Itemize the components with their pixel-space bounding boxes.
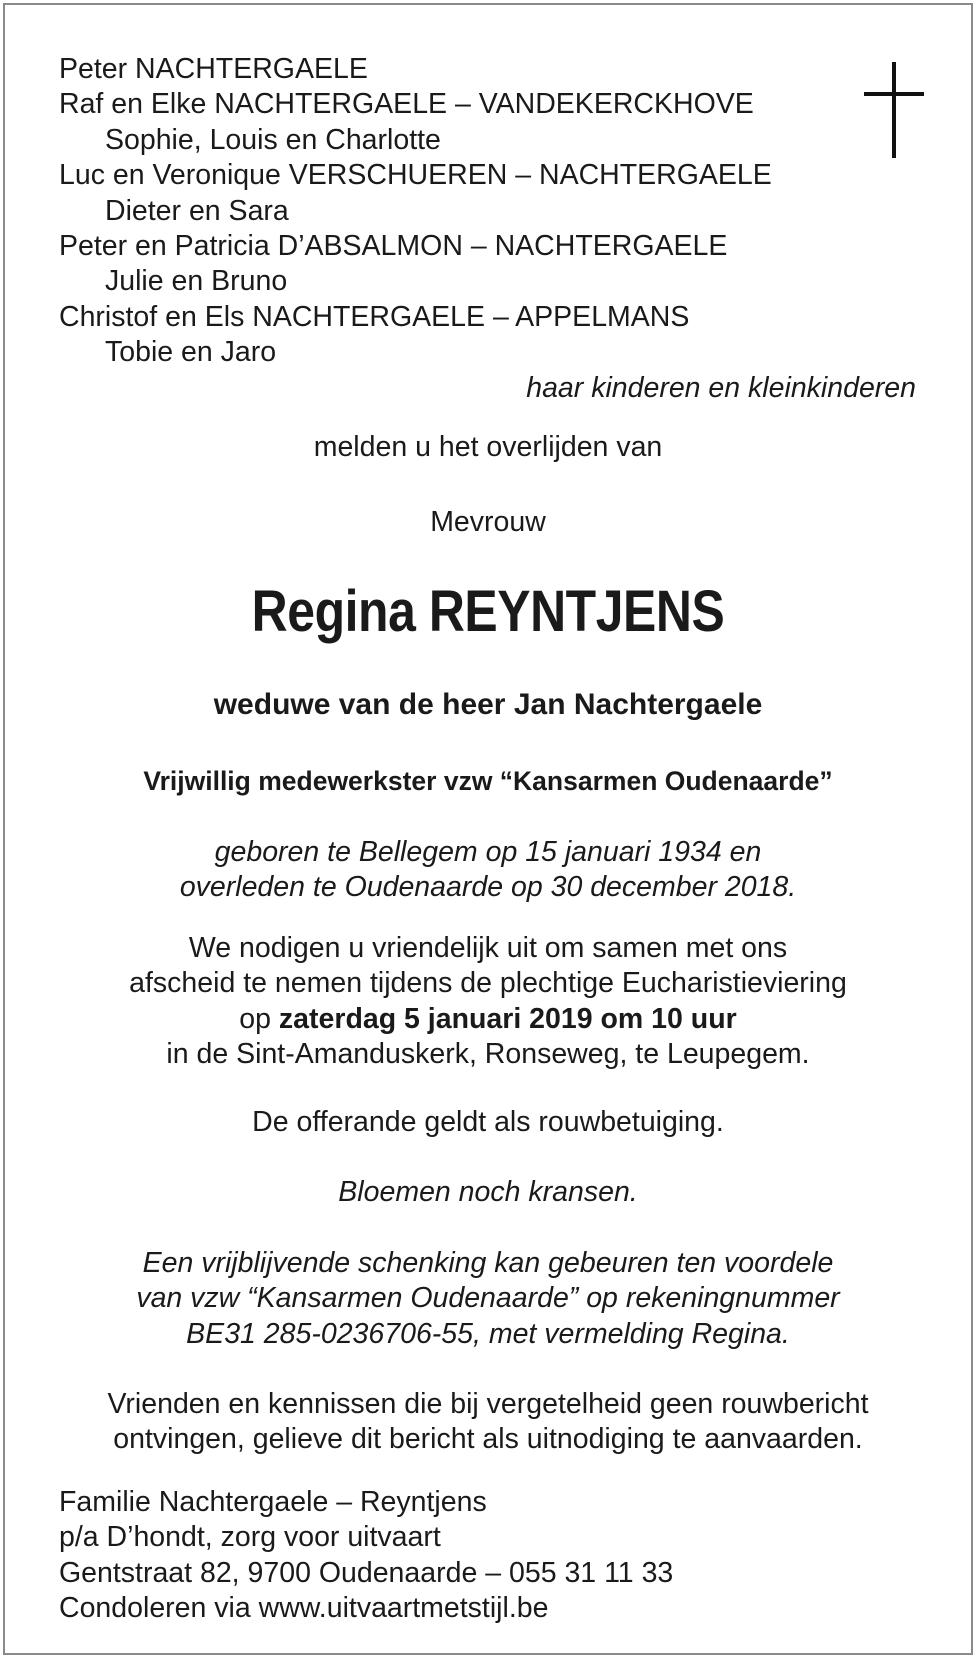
widow-line: weduwe van de heer Jan Nachtergaele (213, 688, 763, 721)
honorific: Mevrouw (430, 506, 546, 538)
contact-family: Familie Nachtergaele – Reyntjens (59, 1486, 487, 1518)
family-member: Christof en Els NACHTERGAELE – APPELMANS (59, 300, 690, 333)
family-member: Peter NACHTERGAELE (59, 53, 368, 85)
family-grandchildren: Julie en Bruno (105, 265, 288, 298)
family-signoff: haar kinderen en kleinkinderen (526, 371, 916, 404)
donation-line-1: Een vrijblijvende schenking kan gebeuren ten voordele (142, 1247, 834, 1279)
family-grandchildren: Dieter en Sara (105, 194, 289, 227)
flowers-text: Bloemen noch kransen. (338, 1176, 638, 1208)
intro-text: melden u het overlijden van (313, 431, 663, 463)
birth-death-dates (0, 835, 976, 906)
family-member: Luc en Veronique VERSCHUEREN – NACHTERGAELE (59, 159, 772, 192)
death-line: overleden te Oudenaarde op 30 december 2018. (179, 871, 797, 904)
contact-address: Gentstraat 82, 9700 Oudenaarde – 055 31 11 33 (59, 1556, 674, 1589)
donation-line-2: van vzw “Kansarmen Oudenaarde” op rekeningnummer (136, 1282, 840, 1315)
family-list (59, 52, 919, 406)
friends-line-2: ontvingen, gelieve dit bericht als uitnodiging te aanvaarden. (113, 1423, 863, 1456)
contact-undertaker: p/a D’hondt, zorg voor uitvaart (59, 1521, 441, 1554)
birth-line: geboren te Bellegem op 15 januari 1934 en (214, 836, 762, 868)
donation-text (0, 1246, 976, 1352)
deceased-name: Regina REYNTJENS (251, 579, 725, 644)
family-grandchildren: Tobie en Jaro (105, 336, 277, 369)
offering-text: De offerande geldt als rouwbetuiging. (252, 1106, 724, 1138)
service-line-3 (0, 1002, 976, 1037)
contact-website: Condoleren via www.uitvaartmetstijl.be (59, 1592, 549, 1625)
service-line-2: afscheid te nemen tijdens de plechtige Eucharistieviering (129, 967, 847, 1000)
family-member: Peter en Patricia D’ABSALMON – NACHTERGAELE (59, 230, 728, 263)
volunteer-line: Vrijwillig medewerkster vzw “Kansarmen Oudenaarde” (143, 766, 833, 796)
service-datetime: zaterdag 5 januari 2019 om 10 uur (278, 1002, 737, 1035)
family-member: Raf en Elke NACHTERGAELE – VANDEKERCKHOVE (59, 88, 754, 121)
service-line-1: We nodigen u vriendelijk uit om samen met ons (188, 932, 788, 964)
family-grandchildren: Sophie, Louis en Charlotte (105, 123, 441, 156)
contact-block (59, 1485, 673, 1627)
service-details (0, 931, 976, 1073)
friends-line-1: Vrienden en kennissen die bij vergetelheid geen rouwbericht (107, 1388, 869, 1420)
friends-text (0, 1387, 976, 1458)
service-prefix: op (239, 1002, 279, 1035)
service-line-4: in de Sint-Amanduskerk, Ronseweg, te Leupegem. (166, 1038, 810, 1071)
donation-line-3: BE31 285-0236706-55, met vermelding Regina. (186, 1317, 790, 1350)
